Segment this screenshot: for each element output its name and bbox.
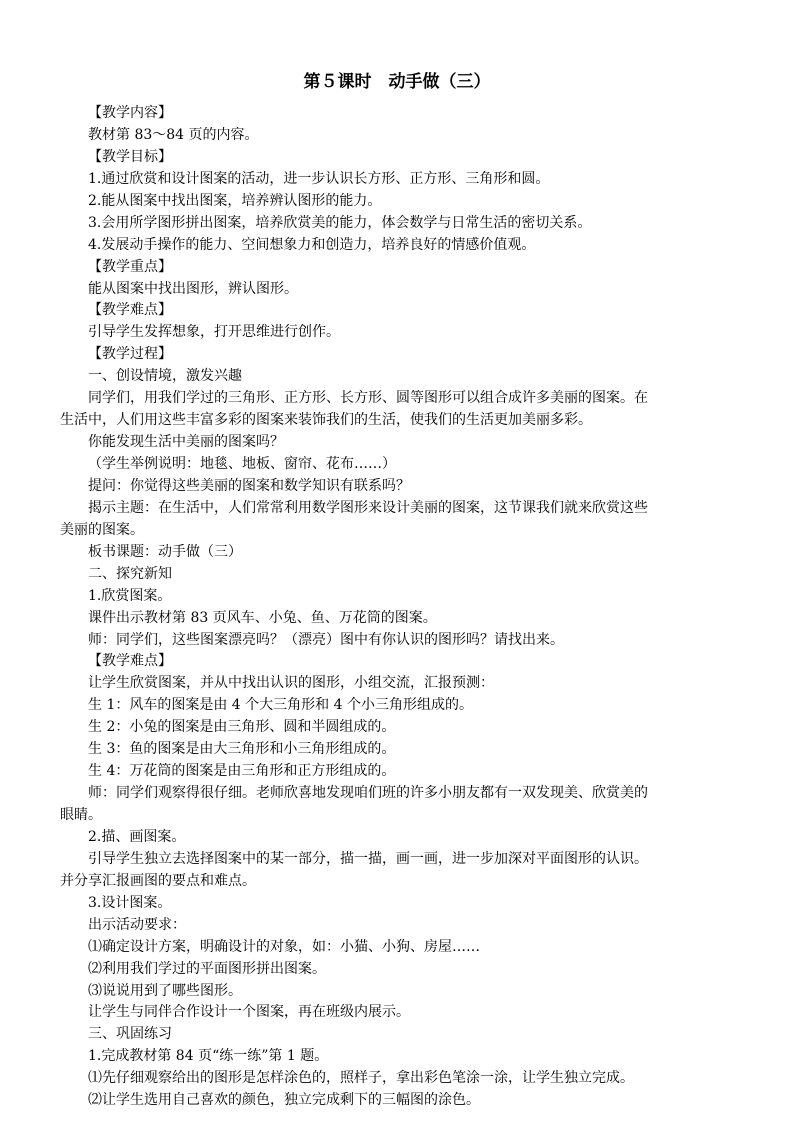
- paragraph-line: （学生举例说明：地毯、地板、窗帘、花布……）: [88, 456, 396, 472]
- subsection-heading: 一、创设情境，激发兴趣: [88, 368, 242, 385]
- section-heading-objectives: 【教学目标】: [88, 148, 172, 165]
- section-heading-key-points: 【教学重点】: [88, 258, 172, 275]
- list-item: ⑴先仔细观察给出的图形是怎样涂色的，照样子，拿出彩色笔涂一涂，让学生独立完成。: [88, 1070, 634, 1087]
- objective-item: 1.通过欣赏和设计图案的活动，进一步认识长方形、正方形、三角形和圆。: [88, 170, 550, 187]
- paragraph-line: 师：同学们观察得很仔细。老师欣喜地发现咱们班的许多小朋友都有一双发现美、欣赏美的: [88, 785, 648, 802]
- objective-item: 2.能从图案中找出图案，培养辨认图形的能力。: [88, 192, 382, 209]
- paragraph-line: 课件出示教材第 83 页风车、小兔、鱼、万花筒的图案。: [88, 609, 437, 626]
- paragraph-line: 1.欣赏图案。: [88, 587, 172, 604]
- paragraph-line: 让学生与同伴合作设计一个图案，再在班级内展示。: [88, 1004, 410, 1021]
- paragraph-line: 生 2：小兔的图案是由三角形、圆和半圆组成的。: [88, 719, 396, 736]
- paragraph-line: 同学们，用我们学过的三角形、正方形、长方形、圆等图形可以组合成许多美丽的图案。在: [88, 390, 648, 407]
- subsection-heading: 二、探究新知: [88, 565, 172, 582]
- objective-item: 3.会用所学图形拼出图案，培养欣赏美的能力，体会数学与日常生活的密切关系。: [88, 214, 592, 231]
- paragraph-line: 出示活动要求：: [88, 916, 186, 933]
- list-item: ⑵让学生选用自己喜欢的颜色，独立完成剩下的三幅图的涂色。: [88, 1092, 480, 1109]
- paragraph-line: 生活中，人们用这些丰富多彩的图案来装饰我们的生活，使我们的生活更加美丽多彩。: [60, 412, 592, 429]
- paragraph-line: 并分享汇报画图的要点和难点。: [60, 872, 256, 889]
- paragraph-line: 2.描、画图案。: [88, 828, 186, 845]
- paragraph-line: 生 3：鱼的图案是由大三角形和小三角形组成的。: [88, 741, 396, 758]
- paragraph-line: 3.设计图案。: [88, 894, 172, 911]
- paragraph-line: 提问：你觉得这些美丽的图案和数学知识有联系吗？: [88, 477, 410, 494]
- paragraph-line: 1.完成教材第 84 页“练一练”第 1 题。: [88, 1048, 329, 1065]
- paragraph-line: 引导学生发挥想象，打开思维进行创作。: [88, 324, 340, 341]
- subsection-heading: 三、巩固练习: [88, 1026, 172, 1043]
- paragraph-line: 生 4：万花筒的图案是由三角形和正方形组成的。: [88, 763, 396, 780]
- paragraph-line: 你能发现生活中美丽的图案吗？: [88, 434, 284, 451]
- objective-item: 4.发展动手操作的能力、空间想象力和创造力，培养良好的情感价值观。: [88, 236, 536, 253]
- lesson-title: 第５课时 动手做（三）: [303, 72, 491, 92]
- list-item: ⑴确定设计方案，明确设计的对象，如：小猫、小狗、房屋……: [88, 938, 480, 955]
- section-heading-content: 【教学内容】: [88, 105, 172, 121]
- paragraph-line: 生 1：风车的图案是由 4 个大三角形和 4 个小三角形组成的。: [88, 697, 473, 714]
- paragraph-line: 引导学生独立去选择图案中的某一部分，描一描，画一画，进一步加深对平面图形的认识。: [88, 850, 648, 867]
- section-heading-process: 【教学过程】: [88, 346, 172, 363]
- list-item: ⑵利用我们学过的平面图形拼出图案。: [88, 960, 326, 977]
- paragraph-line: 揭示主题：在生活中，人们常常利用数学图形来设计美丽的图案，这节课我们就来欣赏这些: [88, 499, 648, 516]
- section-heading-difficulties: 【教学难点】: [88, 653, 172, 670]
- paragraph-line: 眼睛。: [60, 807, 102, 823]
- paragraph-line: 让学生欣赏图案，并从中找出认识的图形，小组交流，汇报预测：: [88, 675, 494, 692]
- paragraph-line: 师：同学们，这些图案漂亮吗？（漂亮）图中有你认识的图形吗？请找出来。: [88, 631, 564, 648]
- paragraph-line: 板书课题：动手做（三）: [88, 543, 242, 560]
- list-item: ⑶说说用到了哪些图形。: [88, 982, 242, 999]
- section-heading-difficulties: 【教学难点】: [88, 302, 172, 319]
- paragraph-line: 教材第 83～84 页的内容。: [88, 126, 259, 143]
- lesson-body: [60, 103, 740, 1112]
- paragraph-line: 美丽的图案。: [60, 521, 144, 538]
- paragraph-line: 能从图案中找出图形，辨认图形。: [88, 280, 298, 297]
